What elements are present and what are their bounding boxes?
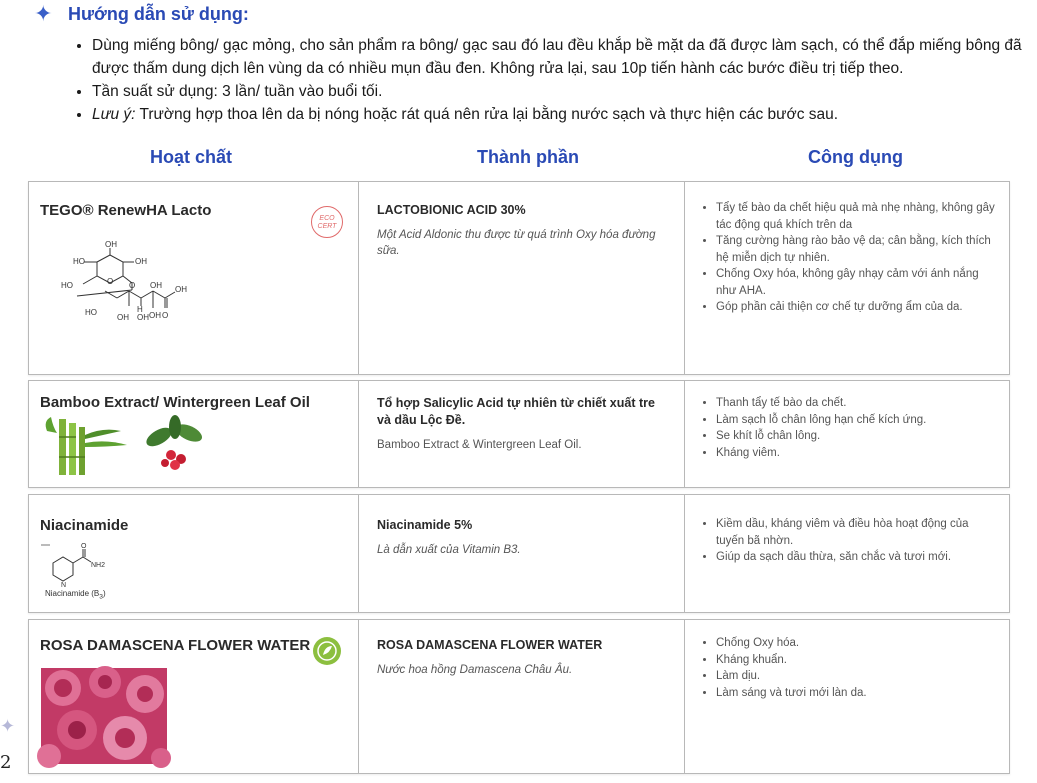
benefit-item: • Làm dịu. (716, 668, 995, 685)
molecule-caption-sub: 3 (99, 593, 103, 601)
use-cell (684, 495, 1009, 612)
usage-item: • Tần suất sử dụng: 3 lần/ tuần vào buổi tối. (92, 80, 1037, 103)
column-header-active: Hoạt chất (150, 147, 233, 167)
ingredient-desc: Nước hoa hồng Damascena Châu Âu. (377, 664, 573, 676)
benefit-item: • Làm sạch lỗ chân lông hạn chế kích ứng. (716, 412, 995, 429)
benefit-list (699, 635, 995, 701)
ecocert-text: ECO (319, 215, 335, 222)
benefit-item: • Chống Oxy hóa, không gây nhạy cảm với ánh nắng như AHA. (716, 266, 995, 299)
ingredient-name: Tổ hợp Salicylic Acid tự nhiên từ chiết xuất tre và dầu Lộc Đề. (377, 396, 655, 427)
benefit-item: • Tẩy tế bào da chết hiệu quả mà nhẹ nhàng, không gây tác động quá khích trên da (716, 200, 995, 233)
ecocert-text: CERT (317, 223, 337, 230)
column-header-ingredient: Thành phần (477, 147, 579, 167)
table-row (28, 380, 1010, 488)
molecule-label: O (129, 281, 136, 290)
benefit-list (699, 200, 995, 316)
use-cell (684, 620, 1009, 773)
usage-note (92, 103, 1037, 126)
benefit-item: • Kháng viêm. (716, 445, 995, 462)
molecule-label: O (81, 543, 87, 550)
molecule-label: HO (85, 308, 97, 317)
active-cell (29, 182, 358, 374)
molecule-label: HO (73, 257, 85, 266)
decorative-star-icon: ✦ (0, 716, 16, 736)
ecocert-badge-icon (311, 206, 343, 238)
niacinamide-molecule-icon (43, 543, 133, 589)
rose-flowers-icon (41, 668, 167, 764)
usage-title: Hướng dẫn sử dụng: (68, 3, 249, 24)
benefit-list (699, 395, 995, 461)
note-text: Trường hợp thoa lên da bị nóng hoặc rát quá nên rửa lại bằng nước sạch và thực hiện các bước sau. (135, 106, 839, 123)
molecule-label: OH (149, 311, 161, 320)
benefit-item: • Làm sáng và tươi mới làn da. (716, 685, 995, 702)
molecule-label: OH (135, 257, 147, 266)
usage-item: • Dùng miếng bông/ gạc mỏng, cho sản phẩm ra bông/ gạc sau đó lau đều khắp bề mặt da đã được làm sạch, có thể đắp miếng bông đã được thấm dung dịch lên vùng da có nhiều mụn đầu đen. Không rửa lại, sau 10p tiến hành các bước điều trị tiếp theo. (92, 34, 1037, 80)
active-name: Niacinamide (40, 517, 129, 534)
note-label: Lưu ý: (92, 106, 136, 123)
table-row (28, 494, 1010, 613)
ingredient-cell (358, 381, 684, 487)
ingredient-cell (358, 620, 684, 773)
ingredient-name: ROSA DAMASCENA FLOWER WATER (377, 638, 603, 652)
benefit-item: • Góp phần cải thiện cơ chế tự dưỡng ẩm của da. (716, 299, 995, 316)
benefit-item: • Kháng khuẩn. (716, 652, 995, 669)
active-name: Bamboo Extract/ Wintergreen Leaf Oil (40, 394, 310, 411)
table-row (28, 181, 1010, 375)
molecule-label: OH (105, 240, 117, 249)
active-cell (29, 495, 358, 612)
benefit-item: • Chống Oxy hóa. (716, 635, 995, 652)
ingredient-desc: Một Acid Aldonic thu được từ quá trình Oxy hóa đường sữa. (377, 229, 656, 257)
benefit-item: • Se khít lỗ chân lông. (716, 428, 995, 445)
active-name: ROSA DAMASCENA FLOWER WATER (40, 637, 311, 654)
active-cell (29, 620, 358, 773)
wintergreen-icon (141, 417, 211, 475)
usage-list (62, 34, 1037, 126)
lactobionic-molecule-icon (37, 240, 187, 340)
molecule-label: NH2 (91, 562, 106, 569)
molecule-label: O (107, 277, 114, 286)
active-cell (29, 381, 358, 487)
ingredient-name: LACTOBIONIC ACID 30% (377, 203, 526, 217)
ingredient-cell (358, 495, 684, 612)
molecule-caption (45, 589, 106, 601)
column-header-use: Công dụng (808, 147, 903, 167)
benefit-list (699, 516, 995, 566)
leaf-badge-icon (313, 637, 341, 665)
benefit-item: • Giúp da sạch dầu thừa, săn chắc và tươi mới. (716, 549, 995, 566)
usage-heading (34, 3, 249, 25)
bamboo-icon (41, 417, 131, 475)
table-row (28, 619, 1010, 774)
use-cell (684, 182, 1009, 374)
ingredient-cell (358, 182, 684, 374)
ingredient-desc: Bamboo Extract & Wintergreen Leaf Oil. (377, 439, 582, 451)
molecule-label: O (162, 311, 169, 320)
molecule-caption-text: Niacinamide (B (45, 589, 100, 598)
molecule-label: N (61, 582, 67, 589)
molecule-label: OH (117, 313, 129, 322)
divider (41, 544, 50, 546)
ingredient-name: Niacinamide 5% (377, 518, 473, 532)
benefit-item: • Tăng cường hàng rào bảo vệ da; cân bằng, kích thích hệ miễn dịch tự nhiên. (716, 233, 995, 266)
sparkle-icon: ✦ (34, 1, 53, 26)
ingredient-desc: Là dẫn xuất của Vitamin B3. (377, 544, 521, 556)
use-cell (684, 381, 1009, 487)
molecule-label: H (137, 305, 143, 314)
page-number: 2 (0, 752, 12, 773)
molecule-label: OH (137, 313, 149, 322)
molecule-label: OH (150, 281, 162, 290)
molecule-caption-close: ) (102, 589, 106, 598)
active-name: TEGO® RenewHA Lacto (40, 202, 212, 219)
molecule-label: HO (61, 281, 73, 290)
benefit-item: • Thanh tẩy tế bào da chết. (716, 395, 995, 412)
molecule-label: OH (175, 285, 187, 294)
benefit-item: • Kiềm dầu, kháng viêm và điều hòa hoạt động của tuyến bã nhờn. (716, 516, 995, 549)
